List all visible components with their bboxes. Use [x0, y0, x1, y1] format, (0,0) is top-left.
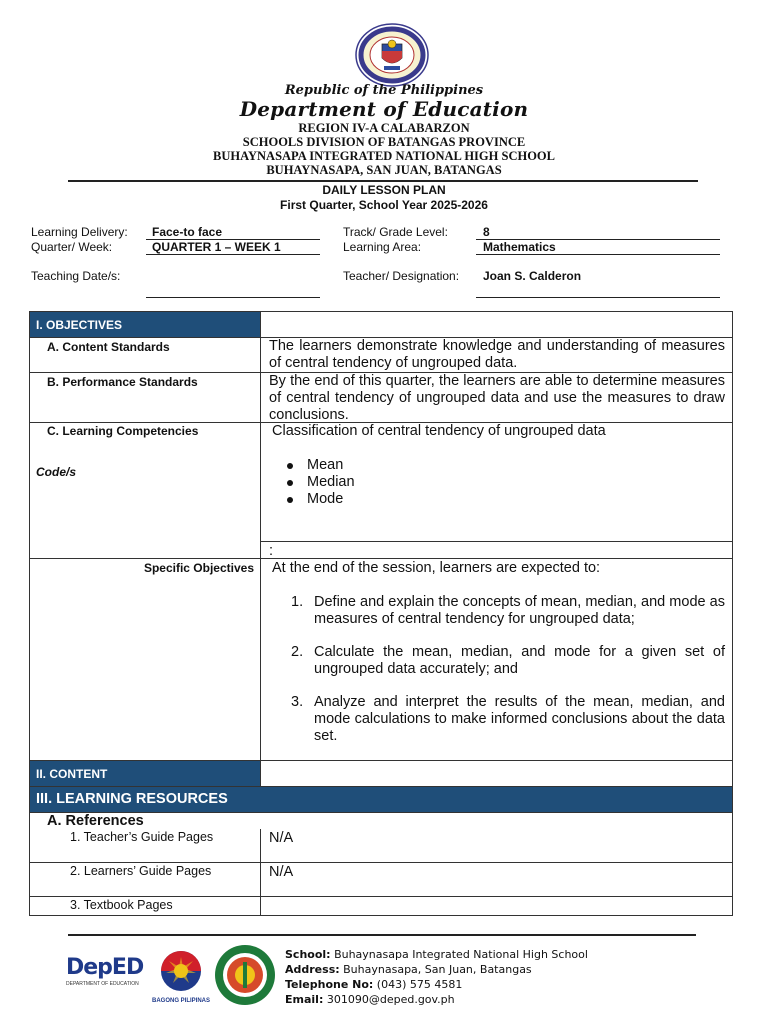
division-heading: SCHOOLS DIVISION OF BATANGAS PROVINCE: [242, 135, 526, 149]
references-row: [30, 813, 732, 829]
resources-header-row: [30, 787, 732, 813]
specific-objectives-list: [285, 594, 725, 761]
footer-email: Email: 301090@deped.gov.ph: [285, 993, 455, 1006]
textbook-row: [30, 897, 732, 915]
learning-competencies-label: C. Learning Competencies: [47, 424, 199, 438]
specific-objectives-intro: At the end of the session, learners are expected to:: [272, 560, 601, 576]
list-item: Mode: [285, 491, 355, 508]
address-heading: BUHAYNASAPA, SAN JUAN, BATANGAS: [266, 163, 502, 177]
quarter-week-label: Quarter/ Week:: [31, 240, 113, 254]
performance-standards-text: By the end of this quarter, the learners are able to determine measures of central tendency of ungrouped data and use the measures to draw conclusions.: [269, 373, 725, 423]
learning-competencies-row: [30, 423, 732, 559]
specific-objectives-row: [30, 559, 732, 761]
content-standards-label: A. Content Standards: [47, 340, 170, 354]
objectives-header-row: [30, 312, 732, 338]
footer-school: School: Buhaynasapa Integrated National High School: [285, 948, 588, 961]
learners-guide-row: [30, 863, 732, 897]
list-item: Mean: [285, 457, 355, 474]
teacher-value: Joan S. Calderon: [483, 269, 582, 283]
competencies-inner-divider: [261, 541, 732, 542]
teaching-date-line: [146, 297, 320, 298]
teacher-line: [476, 297, 720, 298]
performance-standards-label: B. Performance Standards: [47, 375, 198, 389]
quarter-week-value: QUARTER 1 – WEEK 1: [152, 240, 281, 254]
learning-area-value: Mathematics: [483, 240, 556, 254]
deped-seal-icon: [354, 22, 430, 88]
footer-telephone: Telephone No: (043) 575 4581: [285, 978, 463, 991]
performance-standards-row: [30, 373, 732, 423]
list-item: 2. Calculate the mean, median, and mode for a given set of ungrouped data accurately; and: [291, 644, 725, 677]
content-standards-row: [30, 338, 732, 373]
learning-delivery-value: Face-to face: [152, 225, 223, 239]
document-title: DAILY LESSON PLAN: [322, 183, 446, 197]
track-grade-label: Track/ Grade Level:: [343, 225, 448, 239]
objectives-header: I. OBJECTIVES: [36, 318, 123, 332]
learning-area-line: [476, 254, 720, 255]
codes-colon: :: [269, 543, 274, 559]
competencies-text: Classification of central tendency of ungrouped data: [272, 423, 606, 439]
quarter-year: First Quarter, School Year 2025-2026: [280, 198, 488, 212]
learners-guide-value: N/A: [269, 864, 294, 880]
republic-heading: Republic of the Philippines: [284, 83, 484, 98]
footer-address: Address: Buhaynasapa, San Juan, Batangas: [285, 963, 532, 976]
list-item: Median: [285, 474, 355, 491]
content-standards-text: The learners demonstrate knowledge and understanding of measures of central tendency of ungrouped data.: [269, 338, 725, 371]
department-heading: Department of Education: [239, 97, 529, 121]
school-seal-icon: [214, 944, 276, 1006]
teaching-date-label: Teaching Date/s:: [31, 269, 121, 283]
list-item: 3. Analyze and interpret the results of the mean, median, and mode calculations to make informed conclusions about the data set.: [291, 694, 725, 744]
content-header: II. CONTENT: [36, 767, 108, 781]
school-heading: BUHAYNASAPA INTEGRATED NATIONAL HIGH SCHOOL: [213, 149, 555, 163]
lesson-plan-table: [29, 311, 733, 916]
quarter-week-line: [146, 254, 320, 255]
learners-guide-label: 2. Learners’ Guide Pages: [70, 864, 212, 878]
track-grade-value: 8: [483, 225, 490, 239]
bagong-pilipinas-logo-icon: BAGONG PILIPINAS: [150, 947, 212, 1003]
learning-delivery-label: Learning Delivery:: [31, 225, 128, 239]
resources-header: III. LEARNING RESOURCES: [36, 791, 228, 807]
teacher-label: Teacher/ Designation:: [343, 269, 460, 283]
competencies-list: [285, 457, 355, 508]
list-item: 1. Define and explain the concepts of mean, median, and mode as measures of central tendency for ungrouped data;: [291, 594, 725, 627]
teachers-guide-row: [30, 829, 732, 863]
textbook-label: 3. Textbook Pages: [70, 898, 173, 912]
learning-area-label: Learning Area:: [343, 240, 422, 254]
content-header-row: [30, 761, 732, 787]
references-label: A. References: [47, 813, 144, 829]
codes-label: Code/s: [36, 465, 77, 479]
specific-objectives-label: Specific Objectives: [143, 561, 254, 575]
deped-logo-icon: DepED DEPARTMENT OF EDUCATION: [66, 955, 144, 987]
footer-divider: [68, 934, 696, 936]
teachers-guide-value: N/A: [269, 830, 294, 846]
header-divider: [68, 180, 698, 182]
teachers-guide-label: 1. Teacher’s Guide Pages: [70, 830, 214, 844]
region-heading: REGION IV-A CALABARZON: [298, 121, 470, 135]
